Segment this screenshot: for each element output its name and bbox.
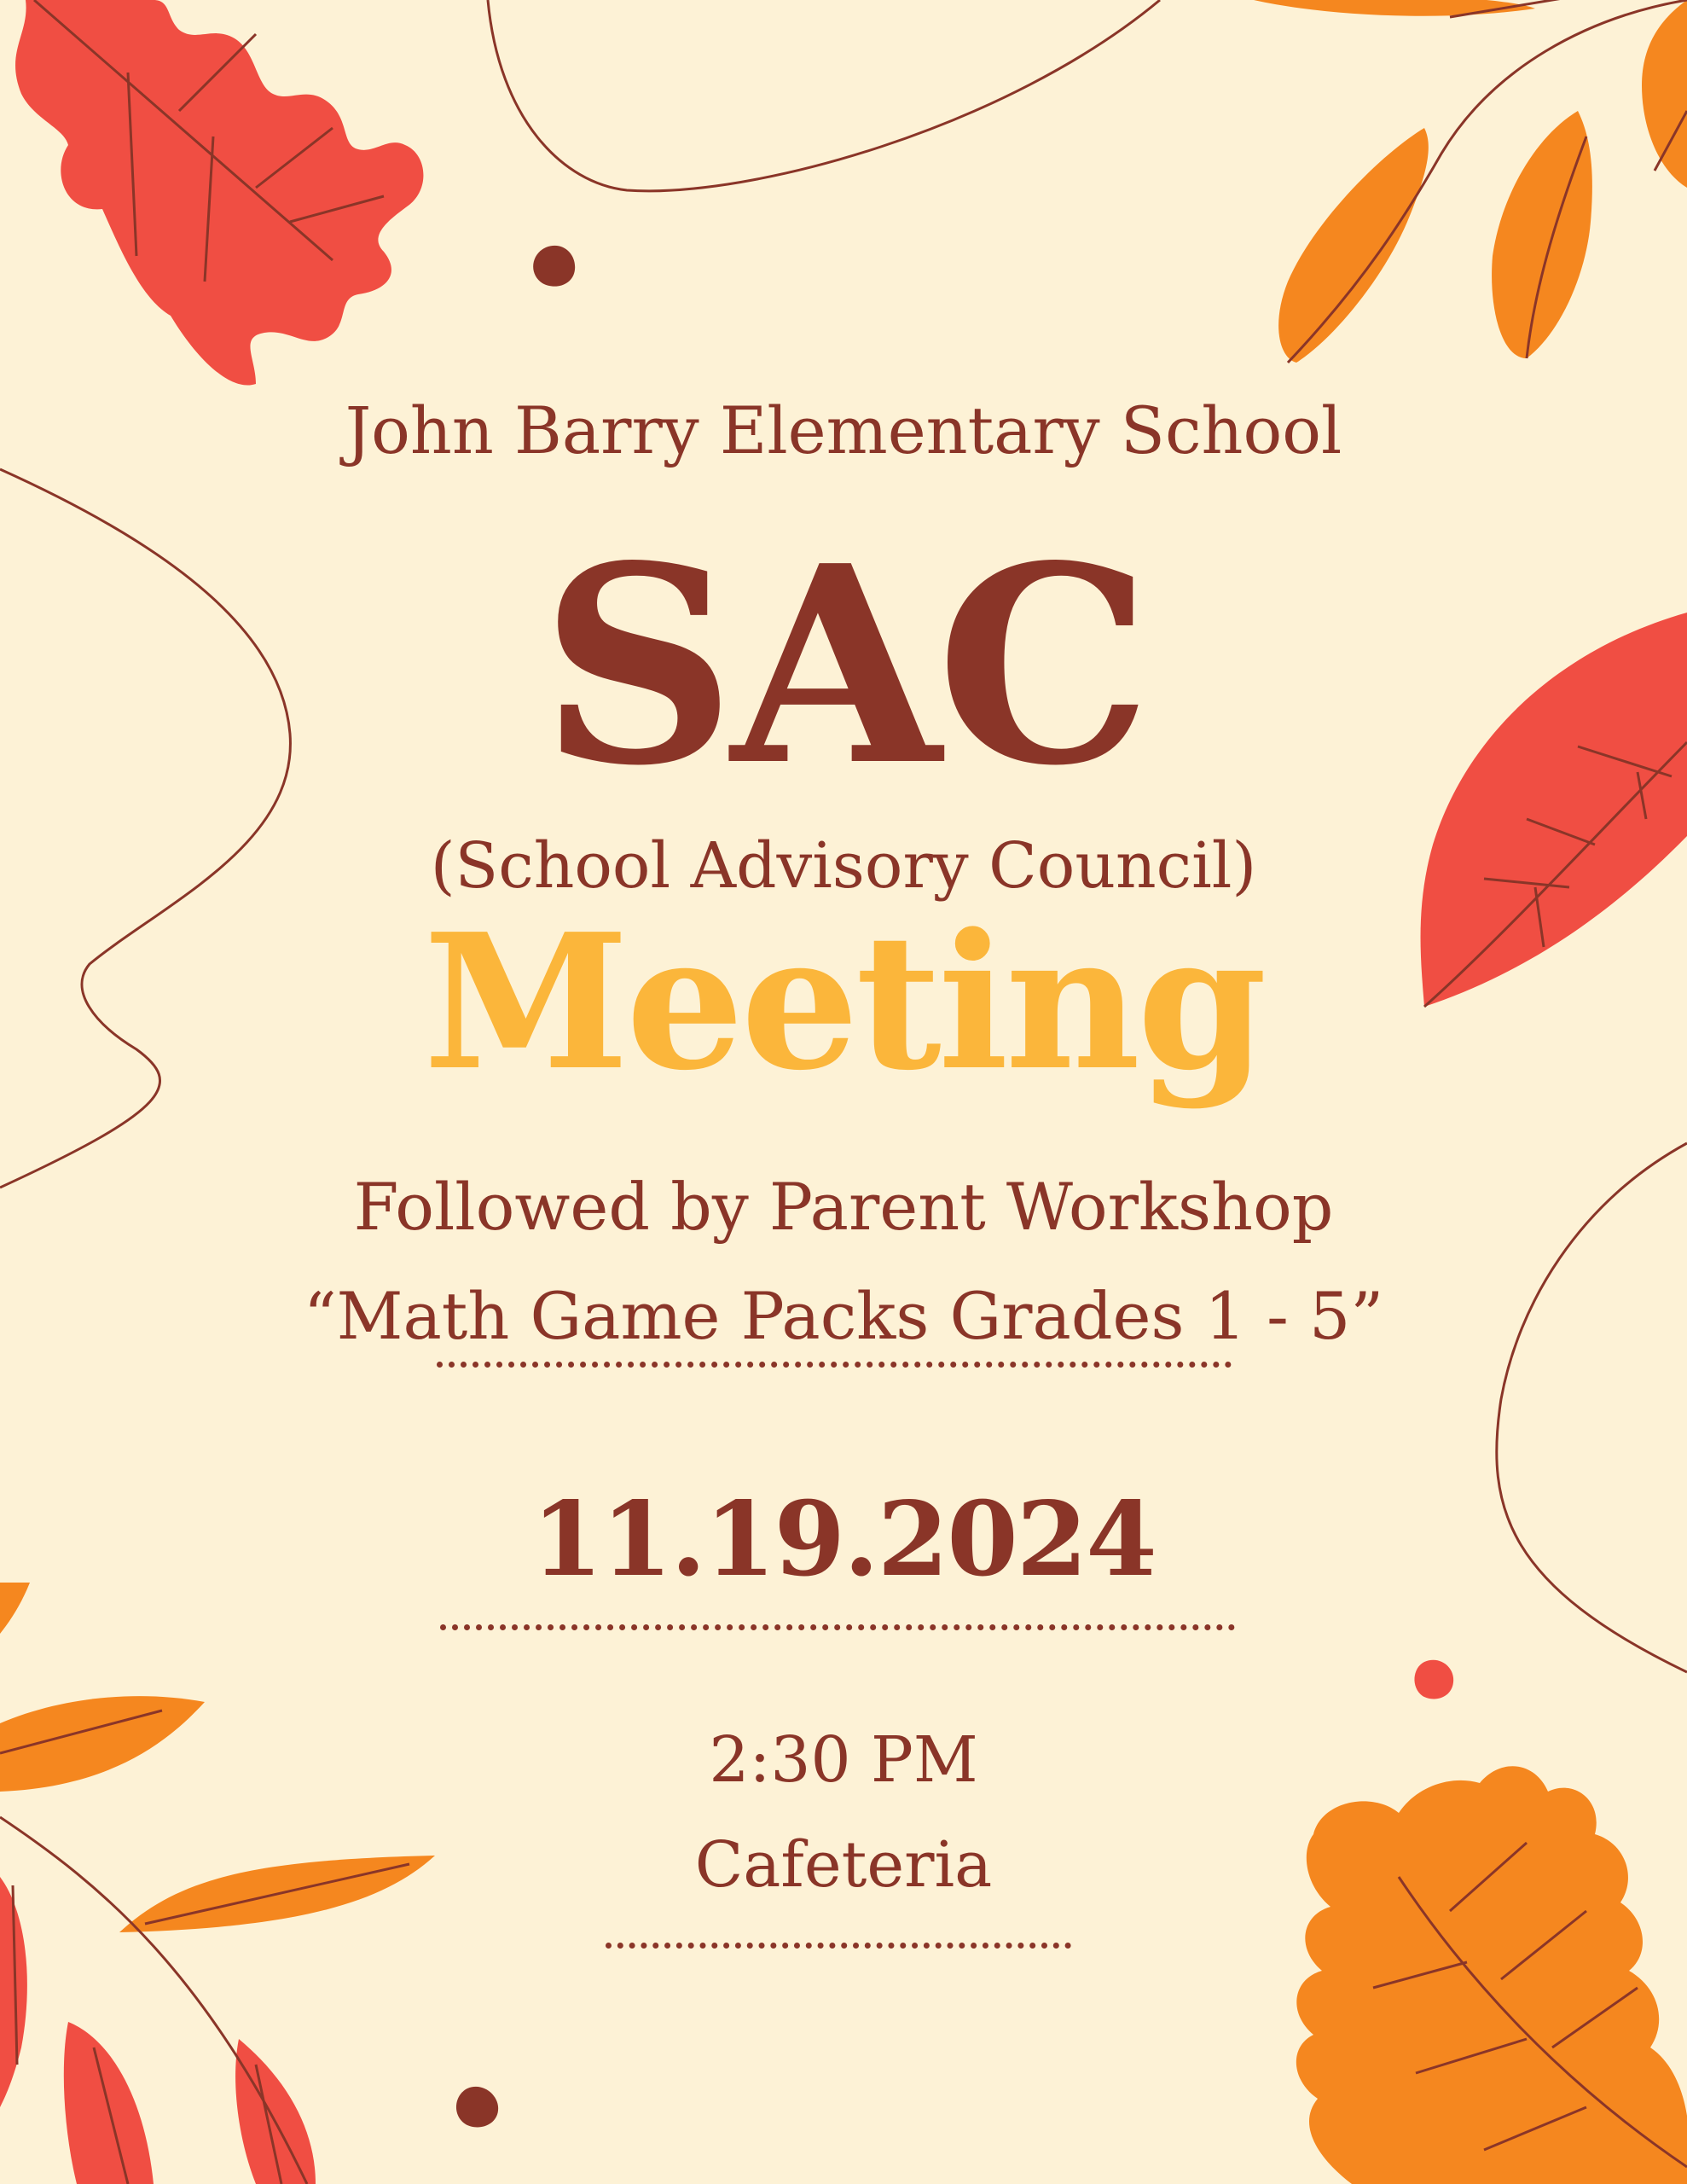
berry-dot-icon-1 xyxy=(533,246,575,287)
acronym-heading: SAC xyxy=(540,506,1147,825)
dotted-divider xyxy=(440,1624,1235,1630)
event-date: 11.19.2024 xyxy=(531,1479,1156,1600)
oak-leaf-red-icon xyxy=(15,0,423,386)
school-name: John Barry Elementary School xyxy=(345,392,1342,468)
followed-by-text: Followed by Parent Workshop xyxy=(353,1169,1334,1245)
acronym-expansion: (School Advisory Council) xyxy=(430,829,1257,903)
wavy-line-top xyxy=(488,0,1160,191)
event-heading: Meeting xyxy=(423,893,1264,1112)
berry-dot-icon-2 xyxy=(1414,1660,1453,1699)
berry-dot-icon-3 xyxy=(456,2087,498,2128)
orange-leaf-branch-top-right-icon xyxy=(1254,0,1687,363)
workshop-title: “Math Game Packs Grades 1 - 5” xyxy=(303,1278,1384,1354)
dotted-divider xyxy=(437,1362,1232,1368)
event-time: 2:30 PM xyxy=(709,1723,978,1797)
dotted-divider xyxy=(606,1943,1071,1949)
event-location: Cafeteria xyxy=(694,1828,993,1902)
